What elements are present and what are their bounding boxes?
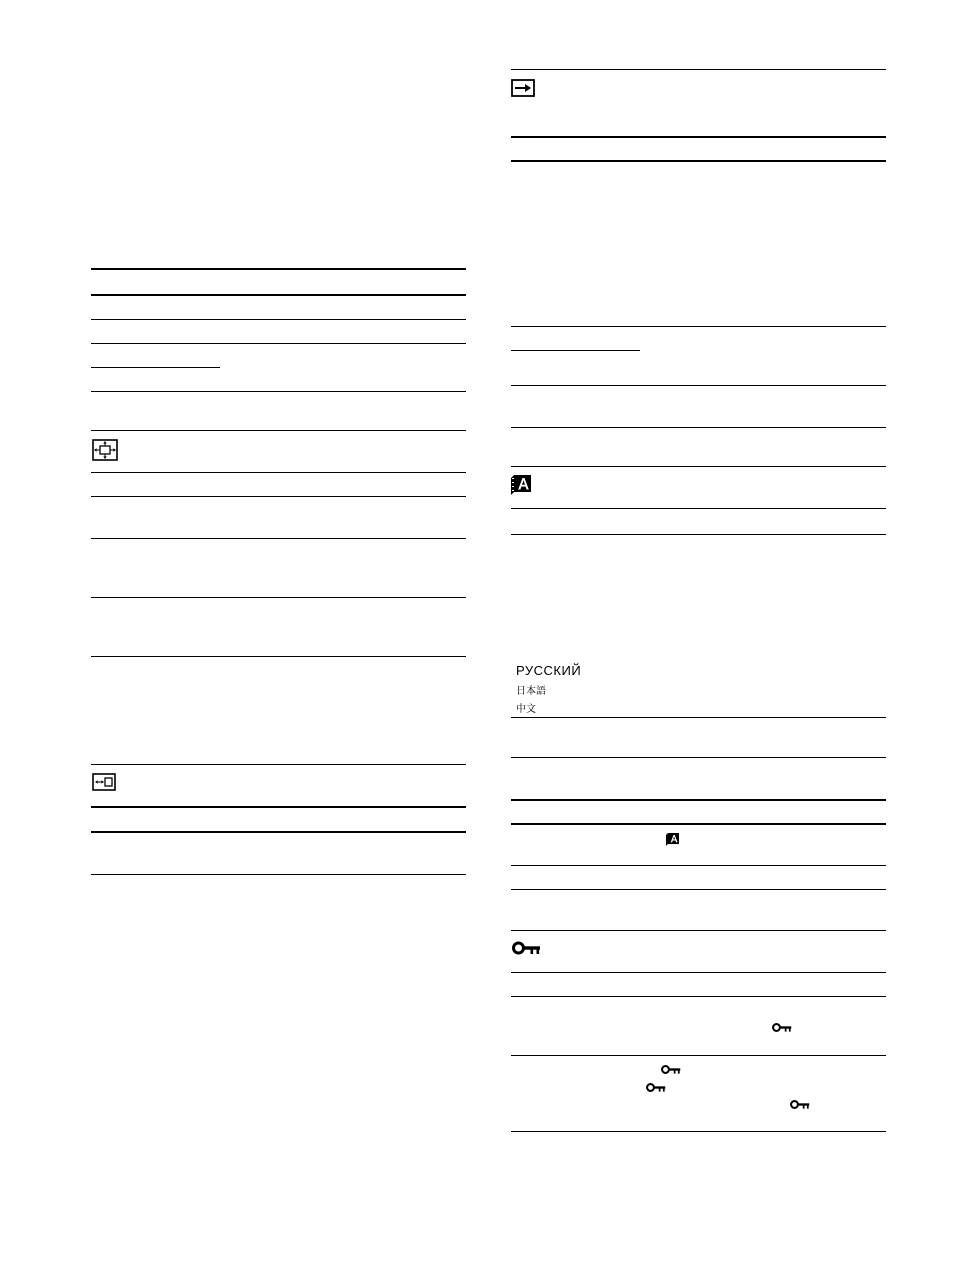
right-row-rule — [511, 889, 886, 890]
left-row-rule — [91, 496, 466, 497]
left-row-rule — [91, 764, 466, 765]
left-table2-top-rule — [91, 806, 466, 808]
right-short-underline — [511, 350, 640, 351]
language-option-russian: РУССКИЙ — [516, 663, 582, 678]
key-lock-icon — [661, 1064, 681, 1075]
left-table2-header-rule — [91, 831, 466, 833]
left-table-top-rule — [91, 268, 466, 270]
right-table-top-rule — [511, 136, 886, 138]
right-row-rule — [511, 427, 886, 428]
right-table-header-rule — [511, 160, 886, 162]
key-lock-icon — [772, 1022, 792, 1033]
right-row-rule — [511, 1055, 886, 1056]
left-row-rule — [91, 472, 466, 473]
right-row-rule — [511, 972, 886, 973]
left-table2-bottom-rule — [91, 874, 466, 875]
language-option-japanese: 日本語 — [516, 686, 546, 697]
left-row-rule — [91, 343, 466, 344]
right-row-rule — [511, 534, 886, 535]
left-short-underline — [91, 367, 220, 368]
right-row-rule — [511, 385, 886, 386]
left-row-rule — [91, 319, 466, 320]
left-row-rule — [91, 430, 466, 431]
right-row-rule — [511, 717, 886, 718]
right-table2-top-rule — [511, 799, 886, 801]
language-a-icon — [511, 475, 531, 495]
right-top-rule — [511, 69, 886, 70]
right-row-rule — [511, 326, 886, 327]
key-lock-icon — [790, 1099, 810, 1110]
language-a-icon — [666, 833, 679, 846]
right-row-rule — [511, 996, 886, 997]
right-row-rule — [511, 930, 886, 931]
input-arrow-icon — [511, 79, 535, 97]
language-option-chinese: 中文 — [516, 704, 536, 715]
key-lock-icon — [512, 940, 541, 956]
right-row-rule — [511, 865, 886, 866]
right-row-rule — [511, 508, 886, 509]
right-row-rule — [511, 757, 886, 758]
center-position-icon — [92, 439, 118, 461]
left-row-rule — [91, 597, 466, 598]
left-row-rule — [91, 656, 466, 657]
left-table-header-rule — [91, 294, 466, 296]
right-table2-header-rule — [511, 823, 886, 825]
horizontal-size-icon — [92, 773, 116, 791]
key-lock-icon — [646, 1082, 666, 1093]
left-row-rule — [91, 391, 466, 392]
right-row-rule — [511, 466, 886, 467]
left-row-rule — [91, 538, 466, 539]
right-bottom-rule — [511, 1131, 886, 1132]
